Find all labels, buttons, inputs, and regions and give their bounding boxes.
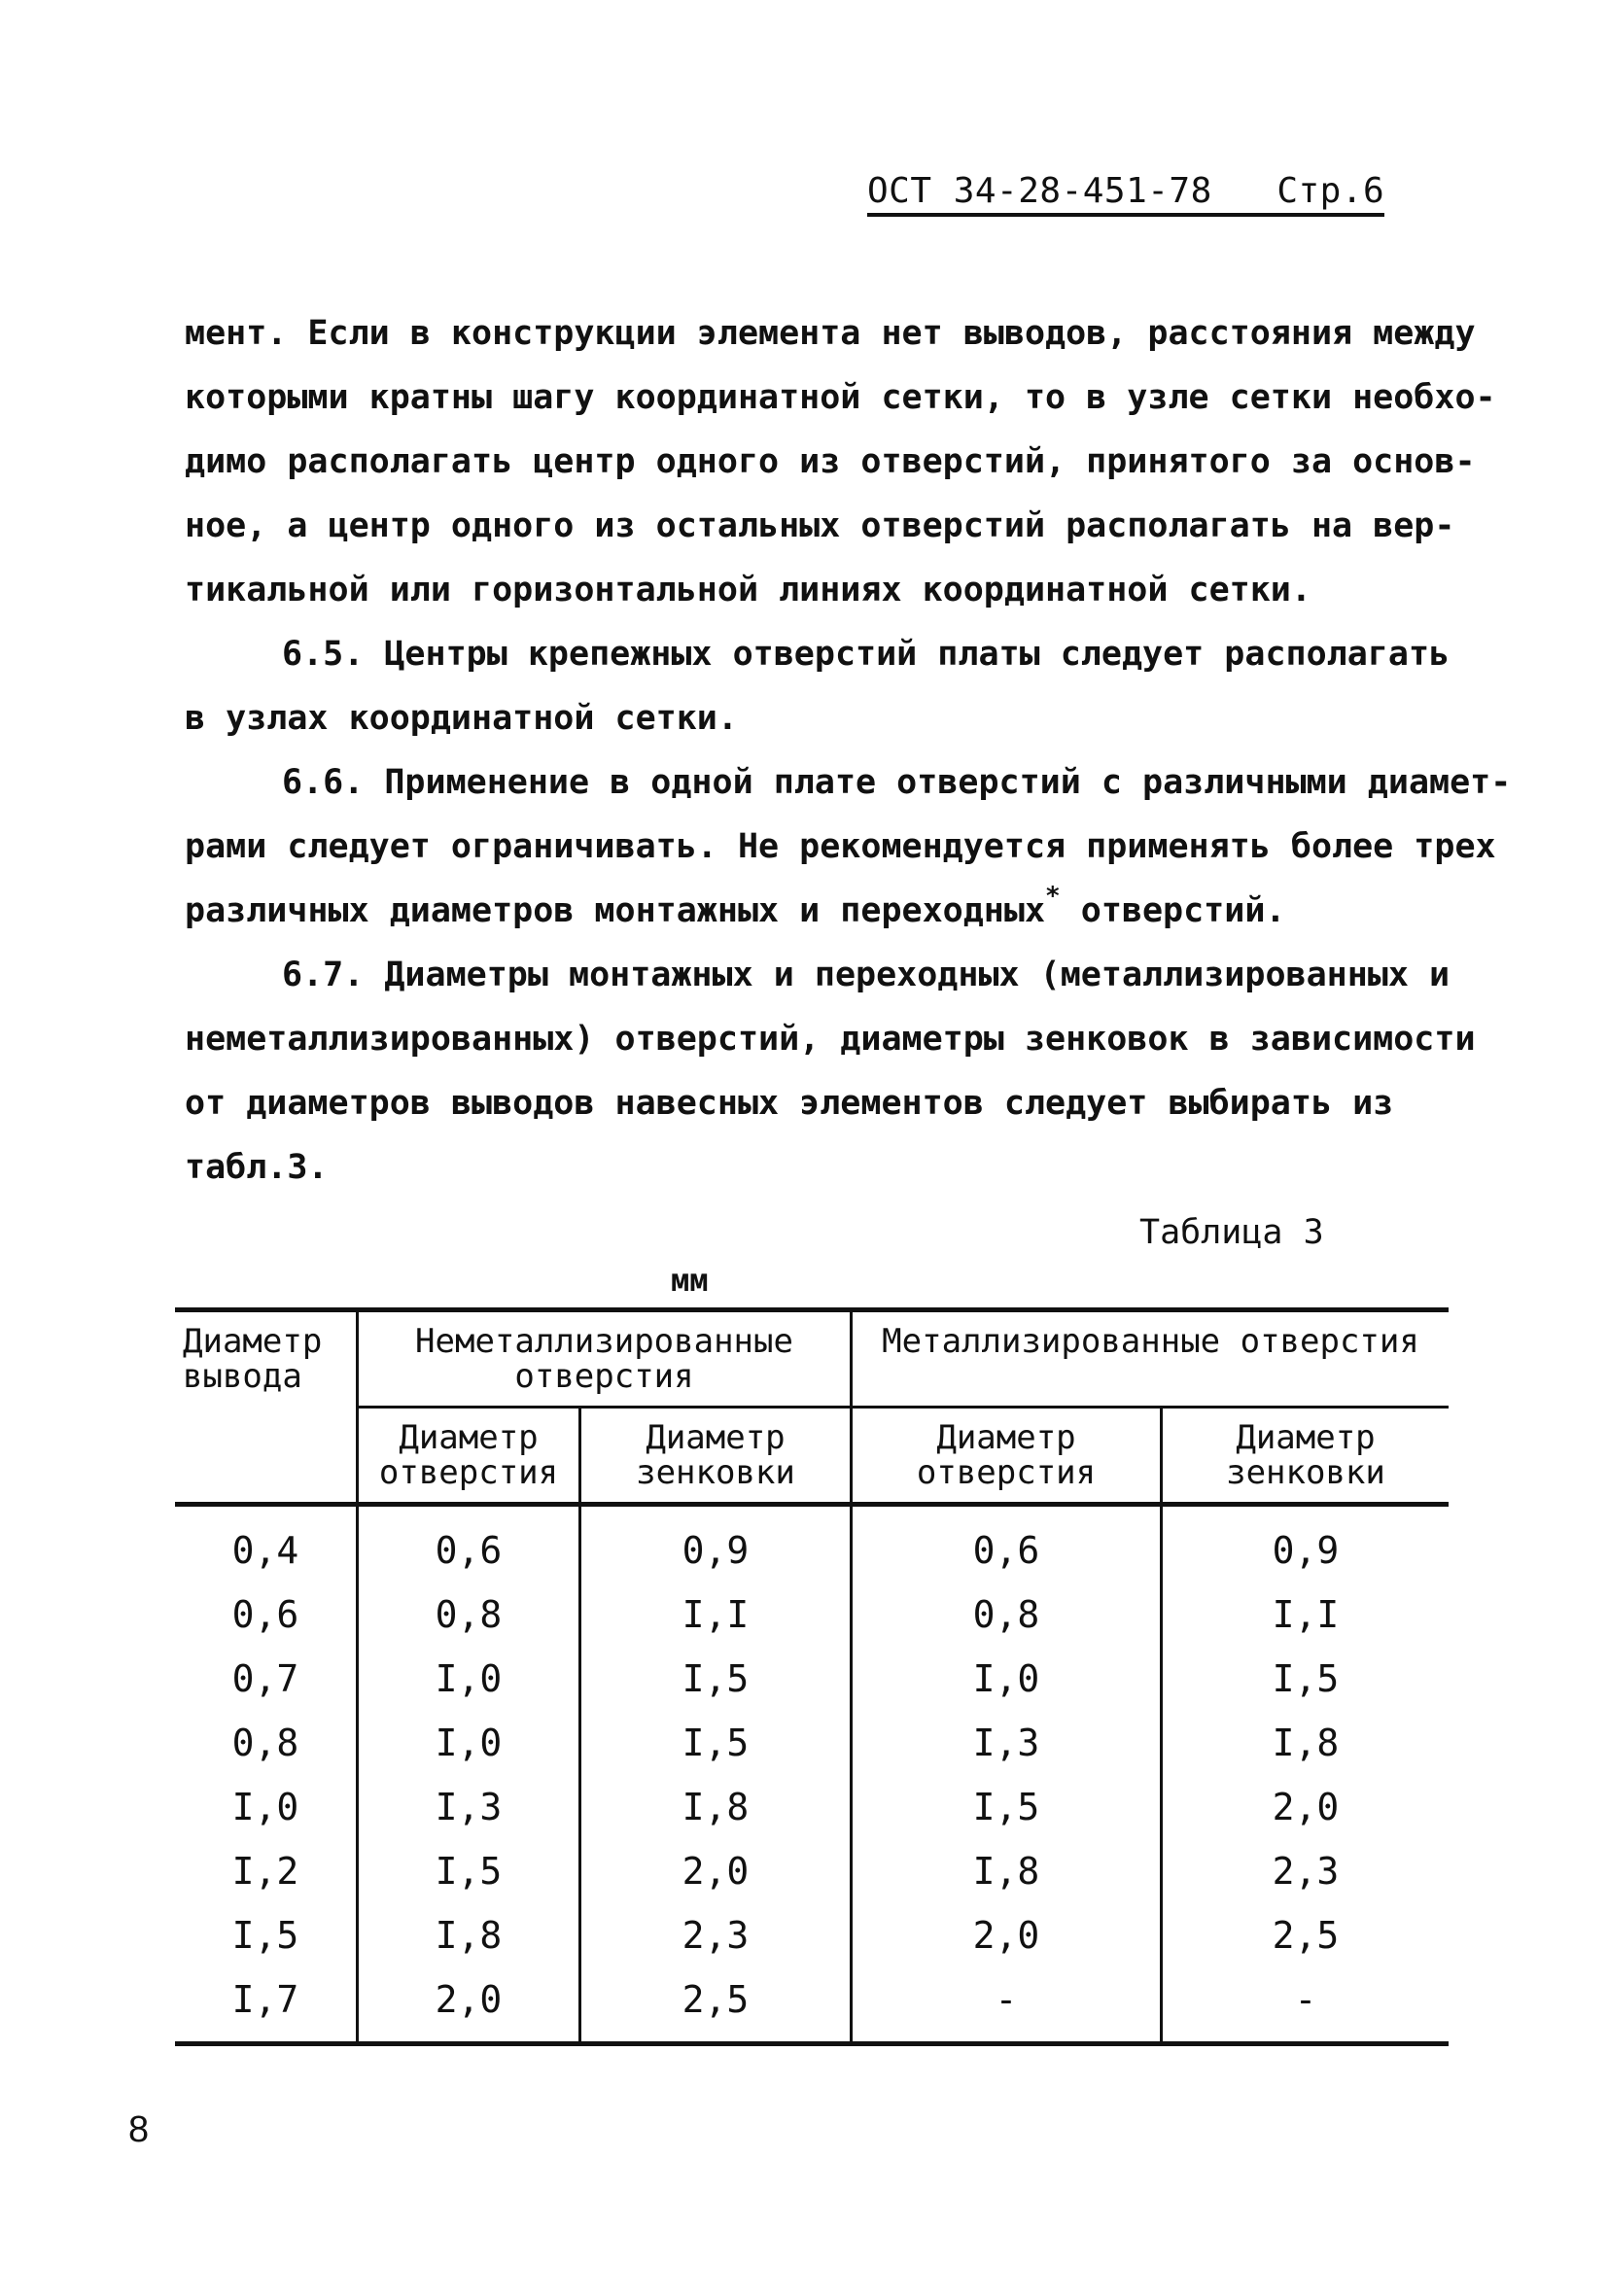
table-caption: Таблица 3 xyxy=(1139,1213,1324,1252)
cell-m-hole: I,0 xyxy=(852,1647,1162,1711)
paragraph-6-5 xyxy=(185,622,1487,750)
paragraph-line: которыми кратны шагу координатной сетки, то в узле сетки необхо- xyxy=(185,378,1496,417)
paragraph-line: мент. Если в конструкции элемента нет выводов, расстояния между xyxy=(185,314,1476,353)
cell-m-hole: I,8 xyxy=(852,1839,1162,1903)
cell-lead: I,0 xyxy=(231,1786,299,1828)
header-lead-diameter: Диаметр вывода xyxy=(175,1310,358,1505)
header-countersink-diameter: Диаметр зенковки xyxy=(1162,1408,1450,1505)
page-number: 8 xyxy=(128,2109,150,2150)
cell-lead: I,5 xyxy=(231,1914,299,1957)
cell-nm-hole: I,0 xyxy=(358,1647,580,1711)
document-code: ОСТ 34-28-451-78 xyxy=(867,171,1212,211)
table-row xyxy=(175,1967,1449,2044)
cell-nm-hole: I,8 xyxy=(358,1903,580,1967)
cell-lead: I,7 xyxy=(231,1978,299,2021)
cell-nm-countersink: 2,5 xyxy=(580,1967,852,2044)
cell-m-countersink: 2,0 xyxy=(1162,1775,1450,1839)
table-row xyxy=(175,1583,1449,1647)
cell-m-countersink: I,8 xyxy=(1162,1711,1450,1775)
paragraph-6-7 xyxy=(185,943,1487,1200)
paragraph-line: табл.3. xyxy=(185,1148,329,1187)
paragraph-line-with-footnote xyxy=(185,879,1487,946)
paragraph-line: неметаллизированных) отверстий, диаметры зенковок в зависимости xyxy=(185,1020,1476,1059)
diameter-table xyxy=(175,1307,1449,2046)
paragraph-line: 6.7. Диаметры монтажных и переходных (металлизированных и xyxy=(282,956,1451,994)
cell-m-countersink: I,I xyxy=(1162,1583,1450,1647)
cell-nm-countersink: I,8 xyxy=(580,1775,852,1839)
cell-m-countersink: 0,9 xyxy=(1162,1505,1450,1583)
paragraph-text: различных диаметров монтажных и переходных xyxy=(185,891,1046,930)
paragraph-text: отверстий. xyxy=(1060,891,1286,930)
cell-m-countersink: I,5 xyxy=(1162,1647,1450,1711)
paragraph-intro xyxy=(185,301,1496,622)
paragraph-line: 6.6. Применение в одной плате отверстий с различными диамет- xyxy=(282,763,1512,802)
paragraph-line: 6.5. Центры крепежных отверстий платы следует располагать xyxy=(282,635,1451,674)
header-metallized: Металлизированные отверстия xyxy=(852,1310,1450,1408)
cell-nm-countersink: 0,9 xyxy=(580,1505,852,1583)
cell-lead: 0,6 xyxy=(231,1593,299,1636)
footnote-marker: * xyxy=(1045,882,1061,911)
cell-nm-countersink: I,5 xyxy=(580,1647,852,1711)
page-label: Стр.6 xyxy=(1276,171,1385,211)
table-row xyxy=(175,1711,1449,1775)
cell-nm-hole: 0,6 xyxy=(358,1505,580,1583)
cell-m-hole: 0,6 xyxy=(852,1505,1162,1583)
cell-lead: 0,8 xyxy=(231,1722,299,1764)
cell-nm-hole: 2,0 xyxy=(358,1967,580,2044)
cell-m-countersink: 2,5 xyxy=(1162,1903,1450,1967)
cell-nm-hole: I,0 xyxy=(358,1711,580,1775)
paragraph-6-6 xyxy=(185,750,1512,946)
document-header xyxy=(867,171,1384,217)
table-row xyxy=(175,1903,1449,1967)
cell-lead: 0,7 xyxy=(231,1657,299,1700)
cell-nm-countersink: 2,0 xyxy=(580,1839,852,1903)
header-countersink-diameter: Диаметр зенковки xyxy=(580,1408,852,1505)
header-hole-diameter: Диаметр отверстия xyxy=(852,1408,1162,1505)
cell-m-hole: I,5 xyxy=(852,1775,1162,1839)
table-row xyxy=(175,1839,1449,1903)
table-row xyxy=(175,1505,1449,1583)
table-row xyxy=(175,1647,1449,1711)
cell-nm-hole: I,3 xyxy=(358,1775,580,1839)
paragraph-line: в узлах координатной сетки. xyxy=(185,699,738,738)
cell-m-countersink: - xyxy=(1162,1967,1450,2044)
table-body xyxy=(175,1505,1449,2044)
cell-nm-countersink: I,I xyxy=(580,1583,852,1647)
paragraph-line: ное, а центр одного из остальных отверстий располагать на вер- xyxy=(185,506,1455,545)
paragraph-line: димо располагать центр одного из отверстий, принятого за основ- xyxy=(185,442,1476,481)
cell-m-hole: - xyxy=(852,1967,1162,2044)
header-hole-diameter: Диаметр отверстия xyxy=(358,1408,580,1505)
paragraph-line: рами следует ограничивать. Не рекомендуется применять более трех xyxy=(185,827,1496,866)
paragraph-line: от диаметров выводов навесных элементов следует выбирать из xyxy=(185,1084,1394,1123)
cell-m-hole: I,3 xyxy=(852,1711,1162,1775)
cell-nm-countersink: I,5 xyxy=(580,1711,852,1775)
table-row xyxy=(175,1775,1449,1839)
cell-m-countersink: 2,3 xyxy=(1162,1839,1450,1903)
table-units: мм xyxy=(671,1262,709,1299)
paragraph-line: тикальной или горизонтальной линиях координатной сетки. xyxy=(185,571,1311,609)
cell-lead: 0,4 xyxy=(231,1529,299,1572)
cell-nm-hole: 0,8 xyxy=(358,1583,580,1647)
cell-nm-hole: I,5 xyxy=(358,1839,580,1903)
cell-lead: I,2 xyxy=(231,1850,299,1893)
header-non-metallized: Неметаллизированные отверстия xyxy=(358,1310,852,1408)
cell-nm-countersink: 2,3 xyxy=(580,1903,852,1967)
cell-m-hole: 0,8 xyxy=(852,1583,1162,1647)
cell-m-hole: 2,0 xyxy=(852,1903,1162,1967)
